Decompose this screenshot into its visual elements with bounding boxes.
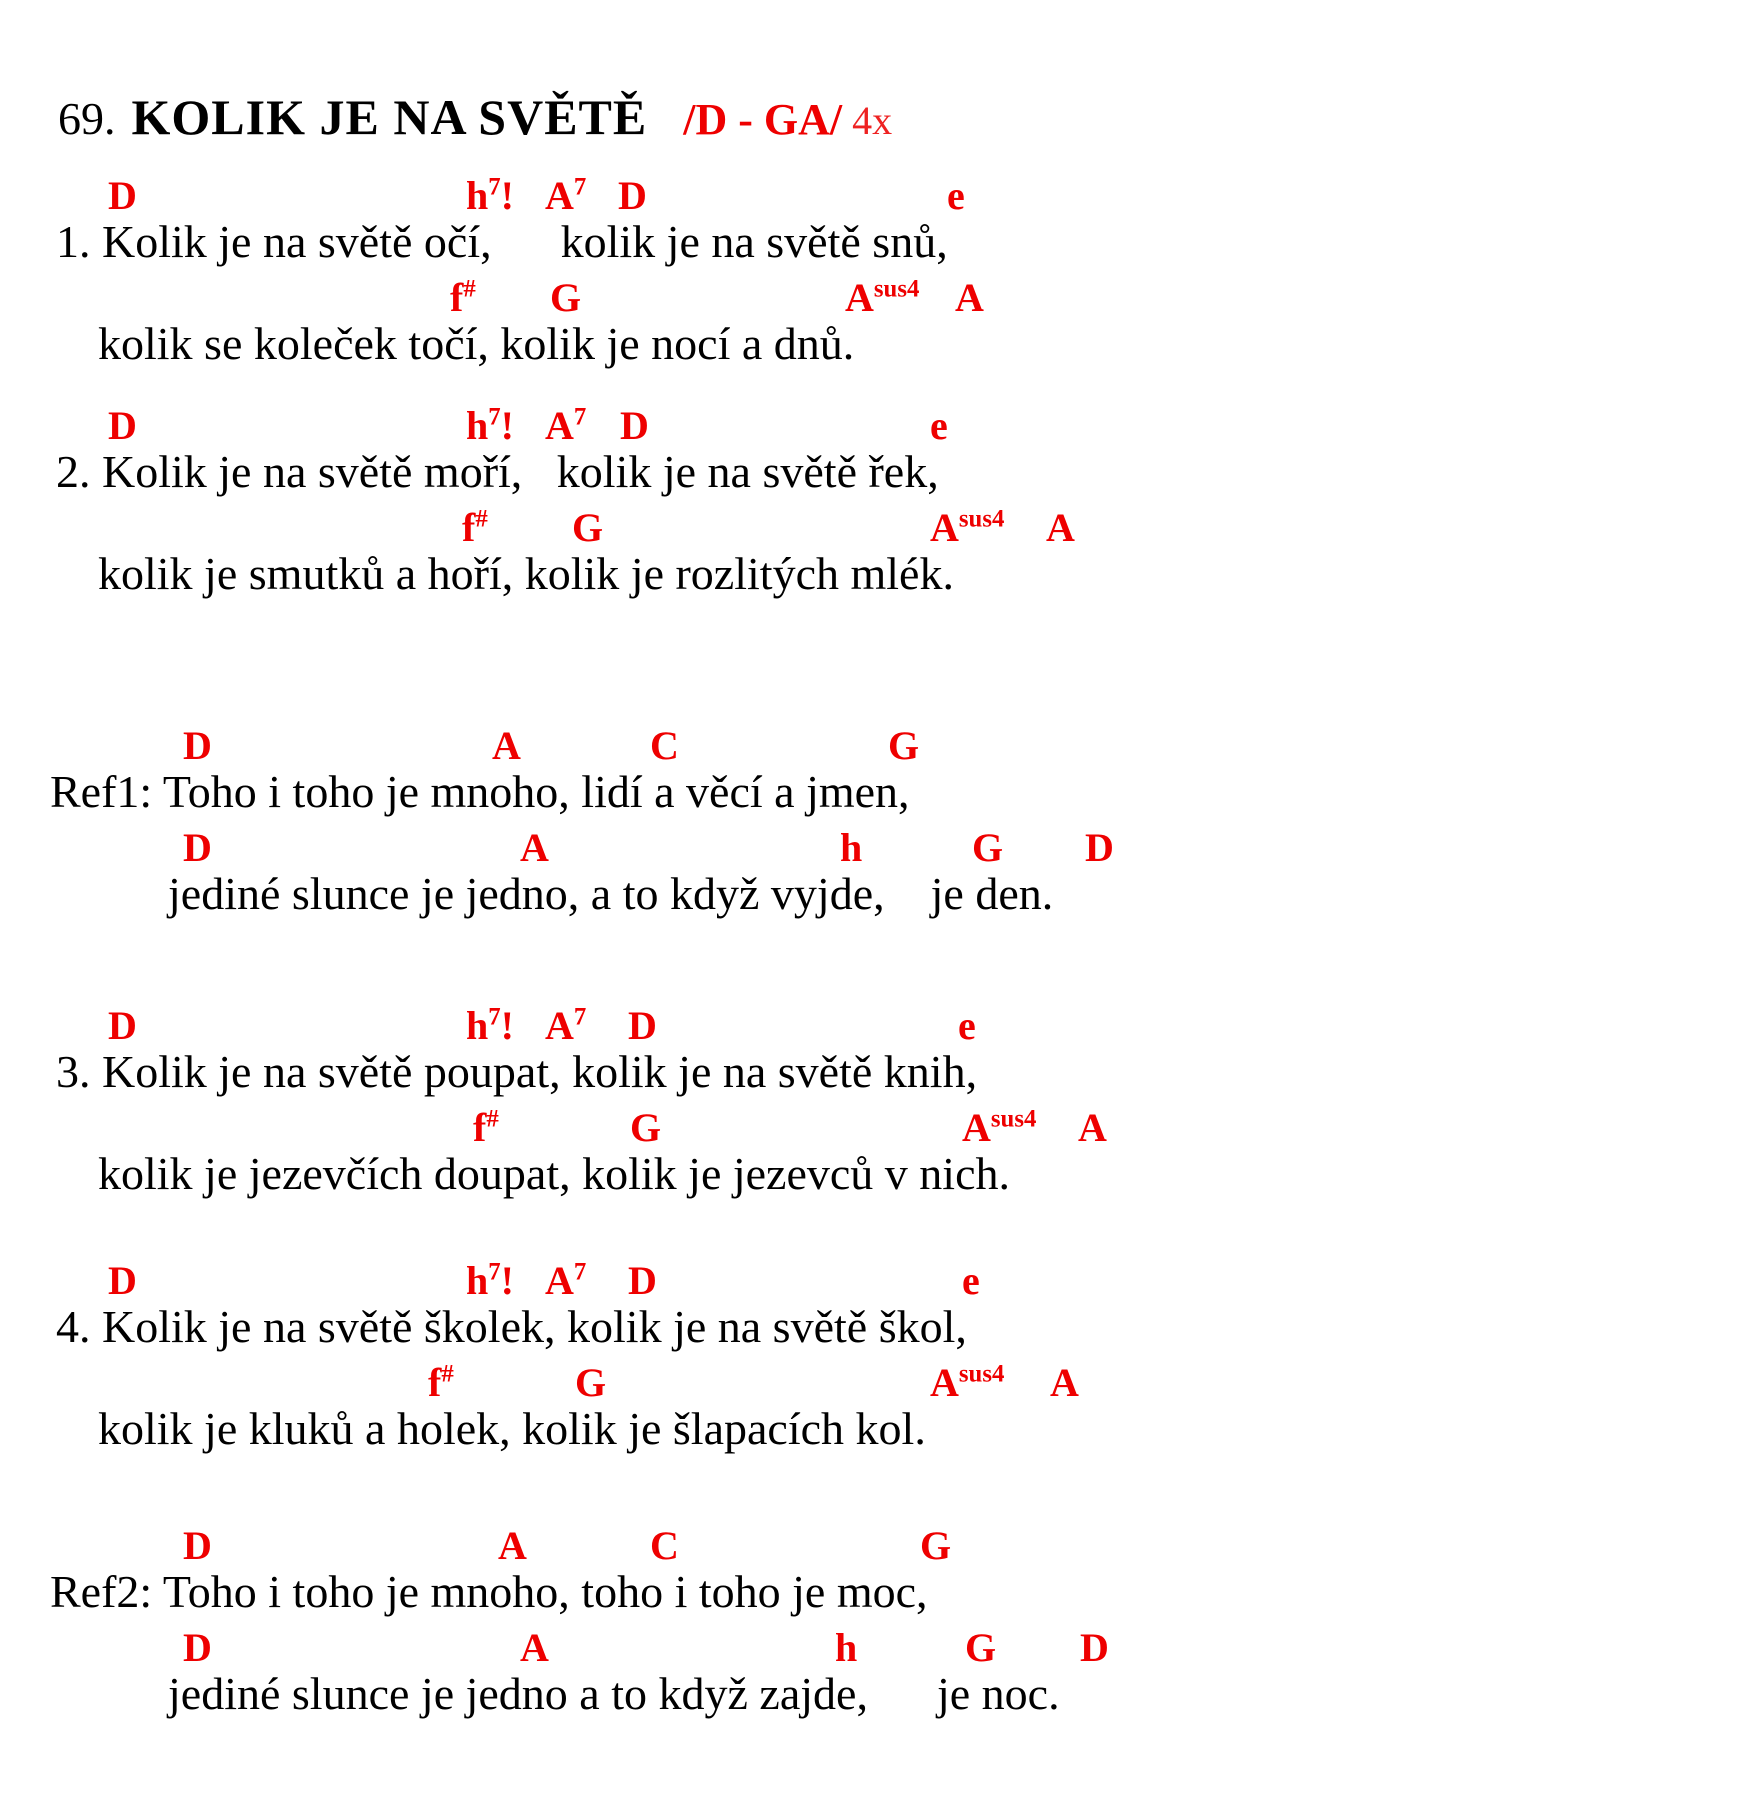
chord-G: G (920, 1523, 952, 1568)
chord-accent-mark: ! (500, 1258, 514, 1303)
chord-line (0, 1357, 1751, 1403)
song-number: 69. (58, 93, 116, 144)
song-intro-repeat: 4x (852, 98, 893, 143)
chord-superscript: sus4 (873, 275, 920, 303)
chord-superscript: 7 (488, 1003, 501, 1031)
chord-D: D (108, 173, 137, 218)
chord-D: D (108, 403, 137, 448)
chord-line (0, 502, 1751, 548)
chord-line (0, 1520, 1751, 1566)
chord-G: G (550, 275, 582, 320)
chord-superscript: 7 (488, 1258, 501, 1286)
chord-Asus4: $A^{sus4}$ (930, 505, 1005, 550)
chord-A: A (492, 723, 521, 768)
lyric-line (0, 1301, 1751, 1357)
chord-G: G (575, 1360, 607, 1405)
chord-h7: $h^7$! (466, 403, 514, 448)
song-section-verse-2 (0, 400, 1751, 604)
chord-f: f# (428, 1360, 454, 1405)
lyric-text: jediné slunce je jedno a to když zajde, je noc. (168, 1668, 1060, 1719)
lyric-line (0, 446, 1751, 502)
lyric-text: 1. Kolik je na světě očí, kolik je na světě snů, (56, 216, 948, 267)
chord-e: e (962, 1258, 980, 1303)
chord-e: e (947, 173, 965, 218)
chord-line (0, 1102, 1751, 1148)
chord-C: C (650, 723, 679, 768)
chord-line (0, 1255, 1751, 1301)
chord-accent-mark: ! (500, 403, 514, 448)
chord-superscript: 7 (488, 173, 501, 201)
chord-line (0, 822, 1751, 868)
chord-line (0, 272, 1751, 318)
chord-e: e (930, 403, 948, 448)
lyric-text: kolik se koleček točí, kolik je nocí a dnů. (98, 318, 855, 369)
chord-accent-mark: ! (500, 1003, 514, 1048)
lyric-line (0, 1566, 1751, 1622)
chord-superscript: sus4 (958, 505, 1005, 533)
chord-D: D (108, 1003, 137, 1048)
chord-A7: $A^7$ (545, 1003, 587, 1048)
chord-A: A (955, 275, 984, 320)
song-section-verse-3 (0, 1000, 1751, 1204)
chord-superscript: 7 (573, 1003, 587, 1031)
lyric-text: 4. Kolik je na světě školek, kolik je na světě škol, (56, 1301, 967, 1352)
chord-G: G (965, 1625, 997, 1670)
lyric-line (0, 868, 1751, 924)
chord-A: A (1078, 1105, 1107, 1150)
chord-line (0, 1000, 1751, 1046)
chord-e: e (958, 1003, 976, 1048)
lyric-line (0, 1046, 1751, 1102)
chord-h: h (835, 1625, 858, 1670)
chord-line (0, 400, 1751, 446)
lyric-text: 2. Kolik je na světě moří, kolik je na světě řek, (56, 446, 939, 497)
chord-D: D (628, 1003, 657, 1048)
lyric-text: jediné slunce je jedno, a to když vyjde, je den. (168, 868, 1054, 919)
chord-superscript: 7 (488, 403, 501, 431)
chord-superscript: 7 (573, 173, 587, 201)
song-section-verse-1 (0, 170, 1751, 374)
chord-Asus4: $A^{sus4}$ (962, 1105, 1037, 1150)
chord-h7: $h^7$! (466, 1003, 514, 1048)
lyric-line (0, 216, 1751, 272)
lyric-line (0, 548, 1751, 604)
chord-D: D (183, 723, 212, 768)
chord-D: D (108, 1258, 137, 1303)
lyric-text: kolik je kluků a holek, kolik je šlapacích kol. (98, 1403, 926, 1454)
chord-accent-mark: ! (500, 173, 514, 218)
chord-h: h (840, 825, 863, 870)
chord-C: C (650, 1523, 679, 1568)
song-section-refrain-2 (0, 1520, 1751, 1724)
lyric-line (0, 1148, 1751, 1204)
lyric-line (0, 766, 1751, 822)
chord-G: G (888, 723, 920, 768)
chord-D: D (628, 1258, 657, 1303)
lyric-line (0, 318, 1751, 374)
song-section-refrain-1 (0, 720, 1751, 924)
chord-D: D (183, 825, 212, 870)
lyric-text: Ref1: Toho i toho je mnoho, lidí a věcí a jmen, (50, 766, 910, 817)
chord-D: D (620, 403, 649, 448)
song-title: KOLIK JE NA SVĚTĚ (131, 89, 648, 145)
chord-line (0, 1622, 1751, 1668)
chord-line (0, 170, 1751, 216)
chord-superscript: # (486, 1105, 499, 1133)
chord-A: A (1050, 1360, 1079, 1405)
chord-D: D (183, 1625, 212, 1670)
chord-f: f# (462, 505, 488, 550)
chord-h7: $h^7$! (466, 173, 514, 218)
lyric-text: kolik je jezevčích doupat, kolik je jezevců v nich. (98, 1148, 1011, 1199)
lyric-line (0, 1668, 1751, 1724)
lyric-text: kolik je smutků a hoří, kolik je rozlitých mlék. (98, 548, 954, 599)
chord-A7: $A^7$ (545, 403, 587, 448)
chord-G: G (972, 825, 1004, 870)
chord-Asus4: $A^{sus4}$ (930, 1360, 1005, 1405)
lyric-text: Ref2: Toho i toho je mnoho, toho i toho je moc, (50, 1566, 928, 1617)
chord-line (0, 720, 1751, 766)
chord-G: G (572, 505, 604, 550)
chord-superscript: sus4 (958, 1360, 1005, 1388)
song-title-row (58, 88, 892, 146)
chord-Asus4: $A^{sus4}$ (845, 275, 920, 320)
chord-A7: $A^7$ (545, 1258, 587, 1303)
chord-A: A (498, 1523, 527, 1568)
chord-D: D (1080, 1625, 1109, 1670)
chord-A: A (520, 825, 549, 870)
chord-D: D (183, 1523, 212, 1568)
chord-A7: $A^7$ (545, 173, 587, 218)
song-intro-chords: /D - GA/ (683, 95, 843, 144)
chord-superscript: # (441, 1360, 454, 1388)
chord-superscript: 7 (573, 1258, 587, 1286)
chord-f: f# (473, 1105, 499, 1150)
chord-h7: $h^7$! (466, 1258, 514, 1303)
chord-superscript: 7 (573, 403, 587, 431)
lyric-text: 3. Kolik je na světě poupat, kolik je na světě knih, (56, 1046, 978, 1097)
lyric-line (0, 1403, 1751, 1459)
chord-D: D (1085, 825, 1114, 870)
chord-superscript: sus4 (990, 1105, 1037, 1133)
chord-G: G (630, 1105, 662, 1150)
chord-superscript: # (475, 505, 488, 533)
chord-f: f# (450, 275, 476, 320)
chord-A: A (520, 1625, 549, 1670)
chord-A: A (1046, 505, 1075, 550)
song-section-verse-4 (0, 1255, 1751, 1459)
chord-superscript: # (463, 275, 476, 303)
chord-D: D (618, 173, 647, 218)
